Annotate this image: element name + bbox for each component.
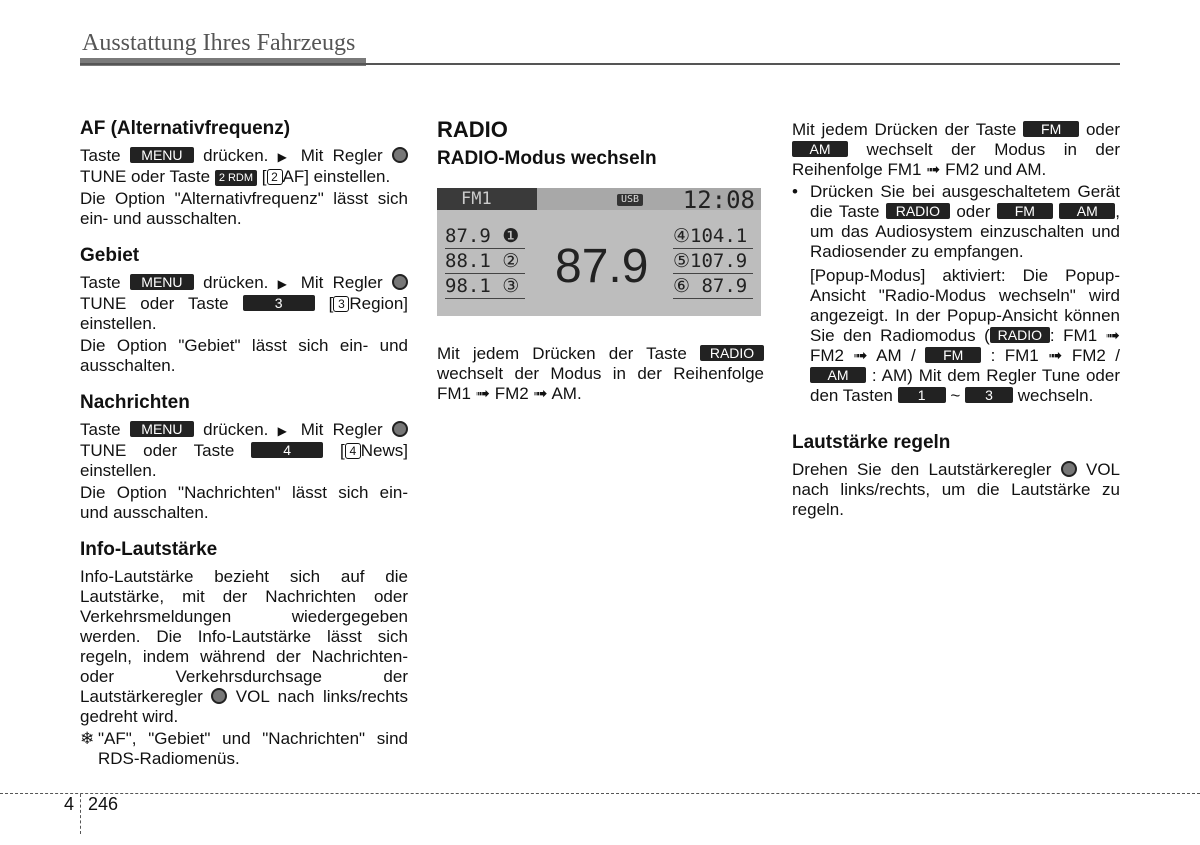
subsection-title: RADIO-Modus wechseln	[437, 148, 657, 169]
bullet-content	[810, 182, 1120, 408]
radio-display-screenshot	[437, 188, 761, 316]
section-nachrichten	[80, 392, 408, 523]
text: oder	[956, 202, 991, 221]
radio-button[interactable]: RADIO	[990, 327, 1050, 343]
footer-divider	[80, 794, 82, 834]
text: Drücken Sie bei ausgeschaltetem Gerät die Taste	[810, 182, 1120, 221]
bullet-marker: •	[792, 182, 798, 201]
text: drücken.	[203, 273, 269, 292]
paragraph	[810, 182, 1120, 262]
fm-button[interactable]: FM	[1023, 121, 1079, 137]
text: Drehen Sie den Lautstärkeregler	[792, 460, 1052, 479]
chapter-number: 4	[64, 794, 75, 814]
menu-button[interactable]: MENU	[130, 274, 194, 290]
preset-item: 88.1 ②	[445, 249, 525, 274]
text: ~	[950, 386, 961, 405]
text: Mit Regler	[300, 420, 383, 439]
text: Mit Regler	[300, 146, 383, 165]
text: TUNE oder Taste	[80, 441, 235, 460]
page-header-title: Ausstattung Ihres Fahrzeugs	[82, 30, 356, 56]
section-title-radio: RADIO	[437, 117, 508, 142]
arrow-right-icon: ▶	[277, 150, 292, 164]
section-title: Nachrichten	[80, 392, 190, 413]
fm-button[interactable]: FM	[997, 203, 1053, 219]
paragraph	[80, 146, 408, 187]
column-left	[80, 118, 408, 785]
page-number: 246	[88, 794, 119, 814]
paragraph: Die Option "Alternativfrequenz" lässt sich ein- und ausschalten.	[80, 189, 408, 228]
paragraph: Die Option "Nachrichten" lässt sich ein- und ausschalten.	[80, 483, 408, 522]
paragraph: Die Option "Gebiet" lässt sich ein- und ausschalten.	[80, 336, 408, 375]
preset-list-right	[673, 224, 753, 299]
section-title: AF (Alternativfrequenz)	[80, 118, 291, 139]
text: : AM) Mit dem Regler Tune oder den Tasten	[810, 366, 1120, 405]
text: TUNE oder Taste	[80, 167, 211, 186]
text: oder	[1085, 120, 1120, 139]
text: : FM1 ➟ FM2 ➟ AM /	[810, 326, 1120, 365]
usb-icon: USB	[617, 194, 643, 206]
preset-item: 87.9 ❶	[445, 224, 525, 249]
text: Mit jedem Drücken der Taste	[437, 344, 687, 363]
text: : FM1 ➟ FM2 /	[990, 346, 1120, 365]
display-band: FM1	[437, 188, 537, 210]
text: wechselt der Modus in der Reihenfolge FM1 ➟ FM2 ➟ AM.	[437, 364, 764, 403]
knob-icon[interactable]	[392, 147, 408, 163]
volume-knob-icon[interactable]	[1061, 461, 1077, 477]
header-rule	[80, 63, 1120, 65]
paragraph	[80, 273, 408, 334]
text: , um das Audiosystem einzuschalten und Radiosender zu empfangen.	[810, 202, 1120, 261]
number-2-icon: 2	[267, 169, 283, 185]
volume-knob-icon[interactable]	[211, 688, 227, 704]
preset-item: 98.1 ③	[445, 274, 525, 299]
paragraph	[80, 567, 408, 727]
text: [	[340, 441, 345, 460]
preset-2-button[interactable]: 2 RDM	[215, 170, 257, 186]
preset-list-left	[445, 224, 525, 299]
paragraph	[792, 460, 1120, 520]
preset-item: ⑥ 87.9	[673, 274, 753, 299]
am-button[interactable]: AM	[810, 367, 866, 383]
arrow-right-icon: ▶	[277, 277, 292, 291]
am-button[interactable]: AM	[1059, 203, 1115, 219]
note-text: "AF", "Gebiet" und "Nachrichten" sind RDS-Radiomenüs.	[98, 729, 408, 768]
radio-button[interactable]: RADIO	[700, 345, 764, 361]
knob-icon[interactable]	[392, 274, 408, 290]
text: drücken.	[203, 146, 269, 165]
footer-rule	[0, 793, 1200, 794]
preset-3-button[interactable]: 3	[965, 387, 1013, 403]
section-lautstaerke	[792, 432, 1120, 520]
text: wechseln.	[1017, 386, 1094, 405]
bullet-item	[792, 182, 1120, 408]
section-info-lautstaerke	[80, 539, 408, 769]
display-time: 12:08	[682, 186, 755, 214]
text: drücken.	[203, 420, 269, 439]
menu-button[interactable]: MENU	[130, 421, 194, 437]
column-middle	[437, 118, 764, 406]
section-title: Lautstärke regeln	[792, 432, 951, 453]
preset-1-button[interactable]: 1	[898, 387, 946, 403]
text: News] einstellen.	[80, 441, 409, 480]
text: wechselt der Modus in der Reihenfolge FM1 ➟ FM2 und AM.	[792, 140, 1120, 179]
column-right	[792, 120, 1120, 522]
arrow-right-icon: ▶	[277, 424, 292, 438]
note-marker-icon: ❄	[80, 729, 95, 748]
fm-button[interactable]: FM	[925, 347, 981, 363]
preset-4-button[interactable]: 4	[251, 442, 323, 458]
text: Mit jedem Drücken der Taste	[792, 120, 1017, 139]
number-3-icon: 3	[333, 296, 349, 312]
text: Info-Lautstärke bezieht sich auf die Lautstärke, mit der Nachrichten oder Verkehrsmeldungen wiedergegeben werden. Die Info-Lautstärke lässt sich regeln, indem während der Nachrichten- oder Verkehrsdurchsage der Lautstärkeregler	[80, 567, 408, 706]
text: [	[261, 167, 267, 186]
preset-3-button[interactable]: 3	[243, 295, 315, 311]
section-title: Info-Lautstärke	[80, 539, 218, 560]
text: TUNE oder Taste	[80, 294, 229, 313]
preset-item: ⑤107.9	[673, 249, 753, 274]
note	[80, 729, 408, 769]
text: Mit Regler	[300, 273, 383, 292]
section-af	[80, 118, 408, 229]
text: [	[328, 294, 334, 313]
number-4-icon: 4	[345, 443, 361, 459]
paragraph	[792, 120, 1120, 180]
menu-button[interactable]: MENU	[130, 147, 194, 163]
paragraph	[810, 266, 1120, 406]
text: Taste	[80, 146, 121, 165]
text: VOL nach links/rechts, um die Lautstärke zu regeln.	[792, 460, 1121, 519]
am-button[interactable]: AM	[792, 141, 848, 157]
knob-icon[interactable]	[392, 421, 408, 437]
display-frequency: 87.9	[555, 240, 649, 293]
section-gebiet	[80, 245, 408, 376]
text: [Popup-Modus] aktiviert: Die Popup-Ansicht "Radio-Modus wechseln" wird angezeigt. In der Popup-Ansicht können Sie den Radiomodus (	[810, 266, 1120, 345]
text: Taste	[80, 420, 121, 439]
text: AF] einstellen.	[282, 167, 391, 186]
paragraph	[80, 420, 408, 481]
preset-item: ④104.1	[673, 224, 753, 249]
radio-button[interactable]: RADIO	[886, 203, 950, 219]
text: VOL nach links/rechts gedreht wird.	[80, 687, 408, 726]
text: Taste	[80, 273, 121, 292]
text: Region] einstellen.	[80, 294, 409, 333]
paragraph	[437, 344, 764, 404]
section-title: Gebiet	[80, 245, 140, 266]
